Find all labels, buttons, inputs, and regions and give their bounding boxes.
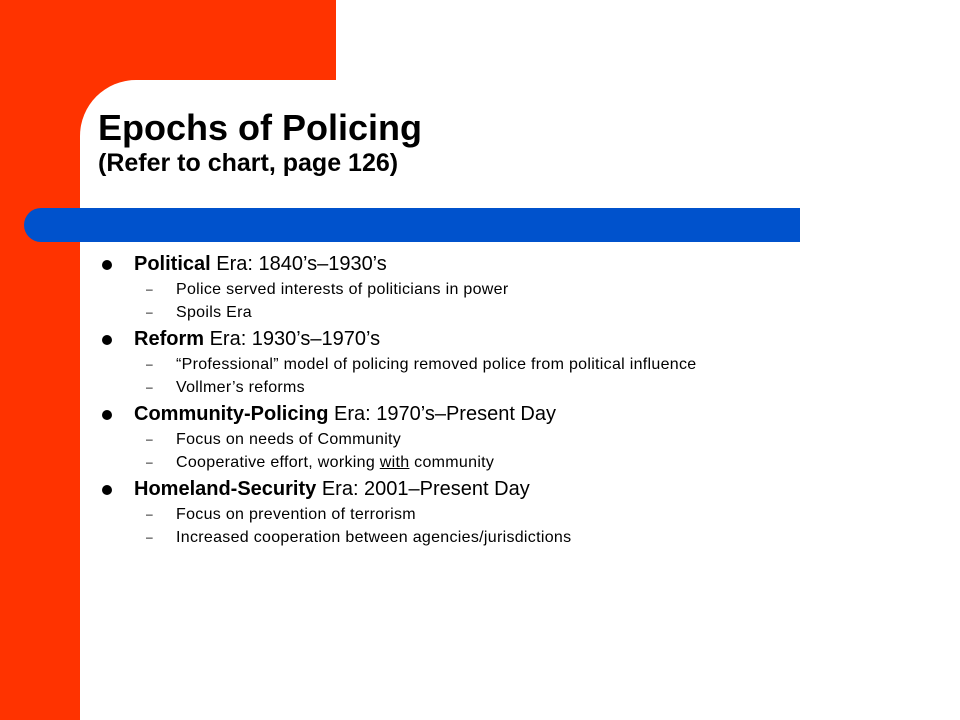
era-point <box>100 505 830 524</box>
era-point-text: Police served interests of politicians in power <box>176 281 509 298</box>
era-group-community-policing <box>100 402 830 472</box>
era-dates: Era: 1930’s–1970’s <box>204 328 381 350</box>
slide-title-subtitle: (Refer to chart, page 126) <box>98 148 399 177</box>
bullet-icon <box>102 410 112 420</box>
era-name: Homeland-Security <box>134 478 317 500</box>
era-name: Community-Policing <box>134 403 329 425</box>
bullet-icon <box>102 485 112 495</box>
era-name: Political <box>134 253 211 275</box>
slide-title <box>98 108 422 177</box>
title-underline-bar <box>24 208 800 242</box>
era-point-text-after: community <box>409 454 495 471</box>
dash-icon: – <box>146 380 153 394</box>
era-point <box>100 355 830 374</box>
era-dates: Era: 2001–Present Day <box>316 478 530 500</box>
era-point-text-underlined: with <box>379 454 410 471</box>
dash-icon: – <box>146 507 153 521</box>
era-point-text: Vollmer’s reforms <box>176 379 305 396</box>
era-dates: Era: 1970’s–Present Day <box>328 403 556 425</box>
era-point-text: Focus on prevention of terrorism <box>176 506 416 523</box>
era-point <box>100 378 830 397</box>
era-group-homeland-security <box>100 477 830 547</box>
era-point-text-before: Cooperative effort, working <box>176 454 380 471</box>
dash-icon: – <box>146 455 153 469</box>
era-list <box>100 248 830 547</box>
era-group-reform <box>100 327 830 397</box>
era-group-political <box>100 252 830 322</box>
era-point <box>100 528 830 547</box>
era-item <box>100 477 830 501</box>
era-point <box>100 280 830 299</box>
era-point <box>100 453 830 472</box>
era-name: Reform <box>134 328 205 350</box>
era-point <box>100 303 830 322</box>
era-dates: Era: 1840’s–1930’s <box>210 253 387 275</box>
dash-icon: – <box>146 357 153 371</box>
dash-icon: – <box>146 282 153 296</box>
era-point-text: Focus on needs of Community <box>176 431 402 448</box>
dash-icon: – <box>146 432 153 446</box>
era-item <box>100 327 830 351</box>
bullet-icon <box>102 335 112 345</box>
era-point-text: “Professional” model of policing removed police from political influence <box>176 356 697 373</box>
era-item <box>100 252 830 276</box>
era-point <box>100 430 830 449</box>
era-point-text: Spoils Era <box>176 304 252 321</box>
dash-icon: – <box>146 530 153 544</box>
bullet-icon <box>102 260 112 270</box>
era-item <box>100 402 830 426</box>
era-point-text: Increased cooperation between agencies/jurisdictions <box>176 529 572 546</box>
dash-icon: – <box>146 305 153 319</box>
slide-title-main: Epochs of Policing <box>98 107 423 148</box>
